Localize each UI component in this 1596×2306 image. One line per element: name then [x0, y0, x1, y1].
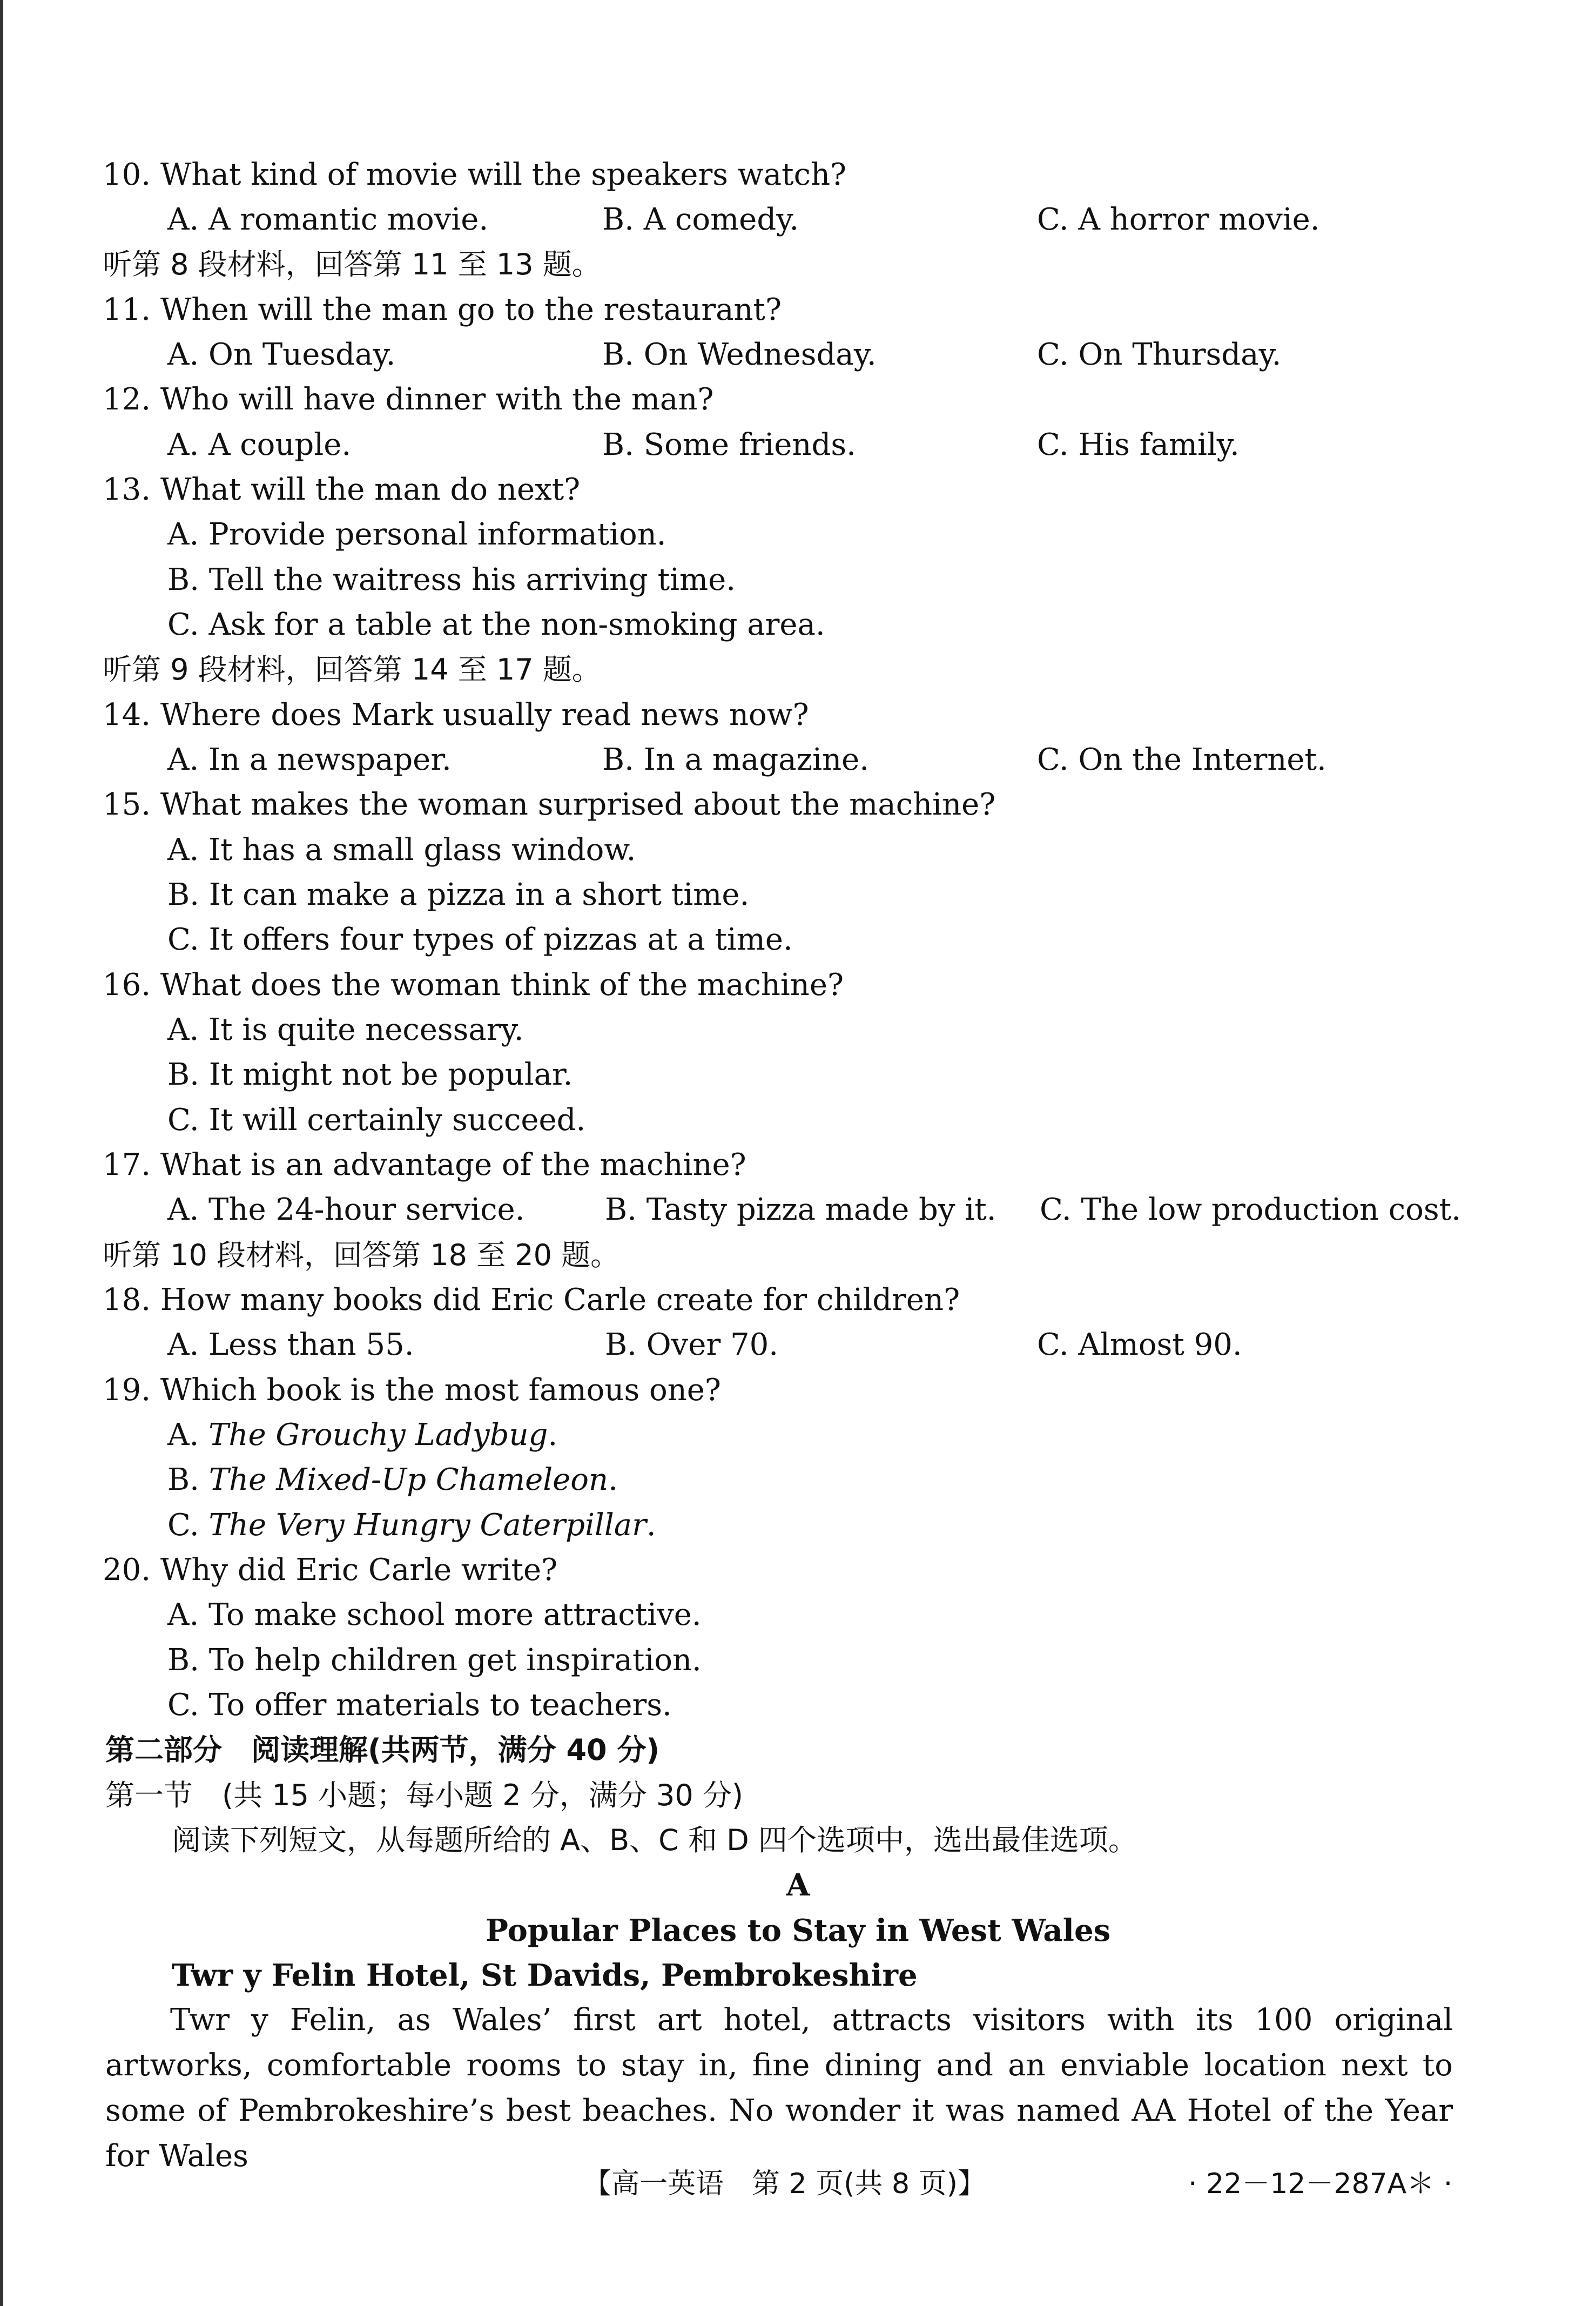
option-b: B. Over 70. [605, 1327, 779, 1362]
option-c: C. It will certainly succeed. [167, 1102, 586, 1138]
passage-title: Popular Places to Stay in West Wales [485, 1913, 1111, 1948]
question-11: 11. When will the man go to the restaurant? [103, 292, 782, 327]
reading-instruction: 阅读下列短文，从每题所给的 A、B、C 和 D 四个选项中，选出最佳选项。 [172, 1823, 1137, 1857]
section-10-instruction: 听第 10 段材料，回答第 18 至 20 题。 [103, 1238, 620, 1272]
option-b: B. Tasty pizza made by it. [605, 1192, 996, 1227]
period: . [548, 1417, 558, 1453]
option-c: C. Almost 90. [1037, 1327, 1242, 1362]
question-20: 20. Why did Eric Carle write? [103, 1552, 558, 1588]
option-b: B. It might not be popular. [167, 1057, 573, 1092]
option-b: B. Some friends. [602, 427, 856, 462]
section-9-instruction: 听第 9 段材料，回答第 14 至 17 题。 [103, 653, 601, 687]
question-15: 15. What makes the woman surprised about the machine? [103, 787, 996, 822]
question-12: 12. Who will have dinner with the man? [103, 382, 714, 417]
section-8-instruction: 听第 8 段材料，回答第 11 至 13 题。 [103, 247, 601, 281]
period: . [646, 1508, 656, 1543]
passage-letter: A [786, 1867, 810, 1903]
hotel-subheading: Twr y Felin Hotel, St Davids, Pembrokeshire [172, 1958, 918, 1993]
option-b [167, 1457, 618, 1503]
scan-edge [0, 0, 3, 2306]
option-b: B. To help children get inspiration. [167, 1643, 702, 1678]
option-c [167, 1503, 656, 1548]
option-a: A. On Tuesday. [167, 337, 396, 372]
option-c: C. Ask for a table at the non-smoking area. [167, 607, 825, 642]
option-b: B. On Wednesday. [602, 337, 877, 372]
book-title: The Very Hungry Caterpillar [208, 1508, 647, 1543]
period: . [608, 1462, 618, 1497]
option-a: A. In a newspaper. [167, 742, 452, 777]
option-c: C. The low production cost. [1040, 1192, 1461, 1227]
option-a: A. Less than 55. [167, 1327, 414, 1362]
book-title: The Mixed-Up Chameleon [208, 1462, 609, 1497]
exam-code: · 22－12－287A＊ · [1188, 2168, 1453, 2200]
option-b: B. It can make a pizza in a short time. [167, 877, 750, 912]
question-18: 18. How many books did Eric Carle create for children? [103, 1282, 960, 1317]
option-a: A. It has a small glass window. [167, 832, 636, 868]
option-a: A. It is quite necessary. [167, 1012, 524, 1047]
question-17: 17. What is an advantage of the machine? [103, 1147, 746, 1182]
option-b: B. In a magazine. [602, 742, 870, 777]
option-c: C. It offers four types of pizzas at a time. [167, 922, 793, 957]
option-c: C. His family. [1037, 427, 1240, 462]
option-a: A. To make school more attractive. [167, 1597, 702, 1632]
option-c: C. On Thursday. [1037, 337, 1282, 372]
book-title: The Grouchy Ladybug [208, 1417, 548, 1453]
question-19: 19. Which book is the most famous one? [103, 1373, 721, 1408]
option-a [167, 1413, 557, 1458]
page-footer-label: 【高一英语 第 2 页(共 8 页)】 [583, 2168, 986, 2200]
option-a: A. The 24-hour service. [167, 1192, 525, 1227]
option-a: A. A romantic movie. [167, 202, 489, 237]
option-letter: B. [167, 1462, 199, 1497]
option-letter: A. [167, 1417, 199, 1453]
section-1-heading: 第一节 (共 15 小题；每小题 2 分，满分 30 分) [105, 1778, 743, 1812]
passage-paragraph: Twr y Felin, as Wales’ first art hotel, attracts visitors with its 100 original artworks, comfortable rooms to stay in, fine dining and an enviable location next to some of Pembrokeshire’s best beaches. No wonder it was named AA Hotel of the Year for Wales [105, 2002, 1453, 2174]
option-b: B. Tell the waitress his arriving time. [167, 562, 736, 597]
option-a: A. Provide personal information. [167, 517, 666, 552]
question-13: 13. What will the man do next? [103, 472, 581, 507]
option-a: A. A couple. [167, 427, 352, 462]
option-letter: C. [167, 1508, 199, 1543]
part-2-heading: 第二部分 阅读理解(共两节，满分 40 分) [105, 1733, 660, 1767]
option-c: C. A horror movie. [1037, 202, 1320, 237]
option-c: C. To offer materials to teachers. [167, 1688, 672, 1723]
question-16: 16. What does the woman think of the machine? [103, 967, 844, 1003]
question-14: 14. Where does Mark usually read news now? [103, 697, 809, 732]
option-b: B. A comedy. [602, 202, 799, 237]
question-10: 10. What kind of movie will the speakers watch? [103, 157, 847, 192]
option-c: C. On the Internet. [1037, 742, 1326, 777]
